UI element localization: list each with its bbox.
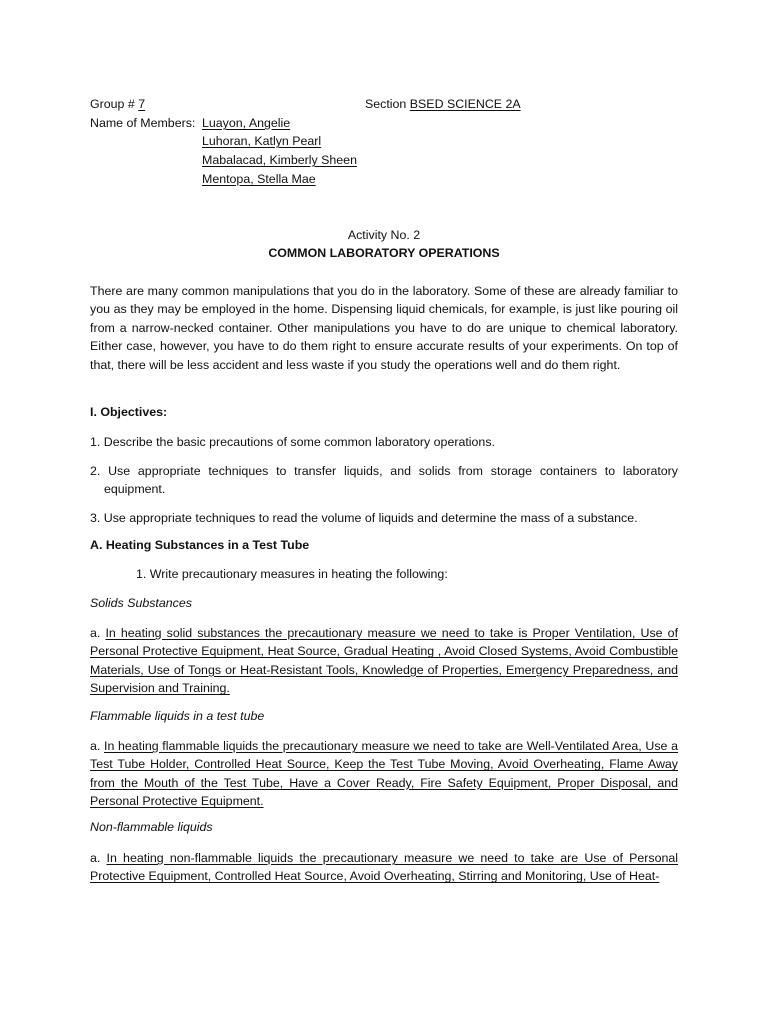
section-a-instruction: 1. Write precautionary measures in heating the following: [136,567,448,581]
objective-item: 3. Use appropriate techniques to read the volume of liquids and determine the mass of a substance. [90,511,638,525]
answer-text: In heating non-flammable liquids the precautionary measure we need to take are Use of Personal Protective Equipment, Controlled Heat Source, Avoid Overheating, Stirring and Monitoring, Use of Heat- [90,851,679,884]
members-label: Name of Members: [90,116,196,130]
answer-text: In heating solid substances the precautionary measure we need to take is Proper Ventilation, Use of Personal Protective Equipment, Heat Source, Gradual Heating , Avoid Closed Systems, Avoid Combustible Materials, Use of Tongs or Heat-Resistant Tools, Knowledge of Properties, Emergency Preparedness, and Supervision and Training. [90,626,679,696]
activity-number: Activity No. 2 [347,228,421,242]
part-label: Solids Substances [90,596,192,610]
section-label: Section [365,97,410,111]
part-answer [90,849,678,886]
section-a-heading: A. Heating Substances in a Test Tube [90,538,310,552]
objectives-heading: I. Objectives: [90,405,168,419]
part-label: Non-flammable liquids [90,820,213,834]
answer-prefix: a. [90,626,106,640]
member-name: Mentopa, Stella Mae [202,172,316,186]
section-value: BSED SCIENCE 2A [409,97,521,111]
activity-title: COMMON LABORATORY OPERATIONS [268,246,500,260]
answer-prefix: a. [90,739,104,753]
answer-text: In heating flammable liquids the precautionary measure we need to take are Well-Ventilated Area, Use a Test Tube Holder, Controlled Heat Source, Keep the Test Tube Moving, Avoid Overheating, Flame Away from the Mouth of the Test Tube, Have a Cover Ready, Fire Safety Equipment, Proper Disposal, and Personal Protective Equipment. [90,739,678,809]
member-name: Luayon, Angelie [202,116,291,130]
member-name: Luhoran, Katlyn Pearl [202,134,322,148]
answer-prefix: a. [90,851,107,865]
objective-item: 1. Describe the basic precautions of some common laboratory operations. [90,435,495,449]
part-answer [90,624,678,698]
group-value: 7 [138,97,146,111]
group-label: Group # [90,97,139,111]
section-line [365,97,521,111]
part-answer [90,737,678,811]
objective-item: 2. Use appropriate techniques to transfer liquids, and solids from storage containers to laboratory equipment. [90,464,678,497]
member-name: Mabalacad, Kimberly Sheen [202,153,357,167]
part-label: Flammable liquids in a test tube [90,709,265,723]
intro-paragraph: There are many common manipulations that you do in the laboratory. Some of these are already familiar to you as they may be employed in the home. Dispensing liquid chemicals, for example, is just like pouring oil from a narrow-necked container. Other manipulations you have to do are unique to chemical laboratory. Either case, however, you have to do them right to ensure accurate results of your experiments. On top of that, there will be less accident and less waste if you study the operations well and do them right. [90,284,678,372]
group-line [90,97,145,111]
